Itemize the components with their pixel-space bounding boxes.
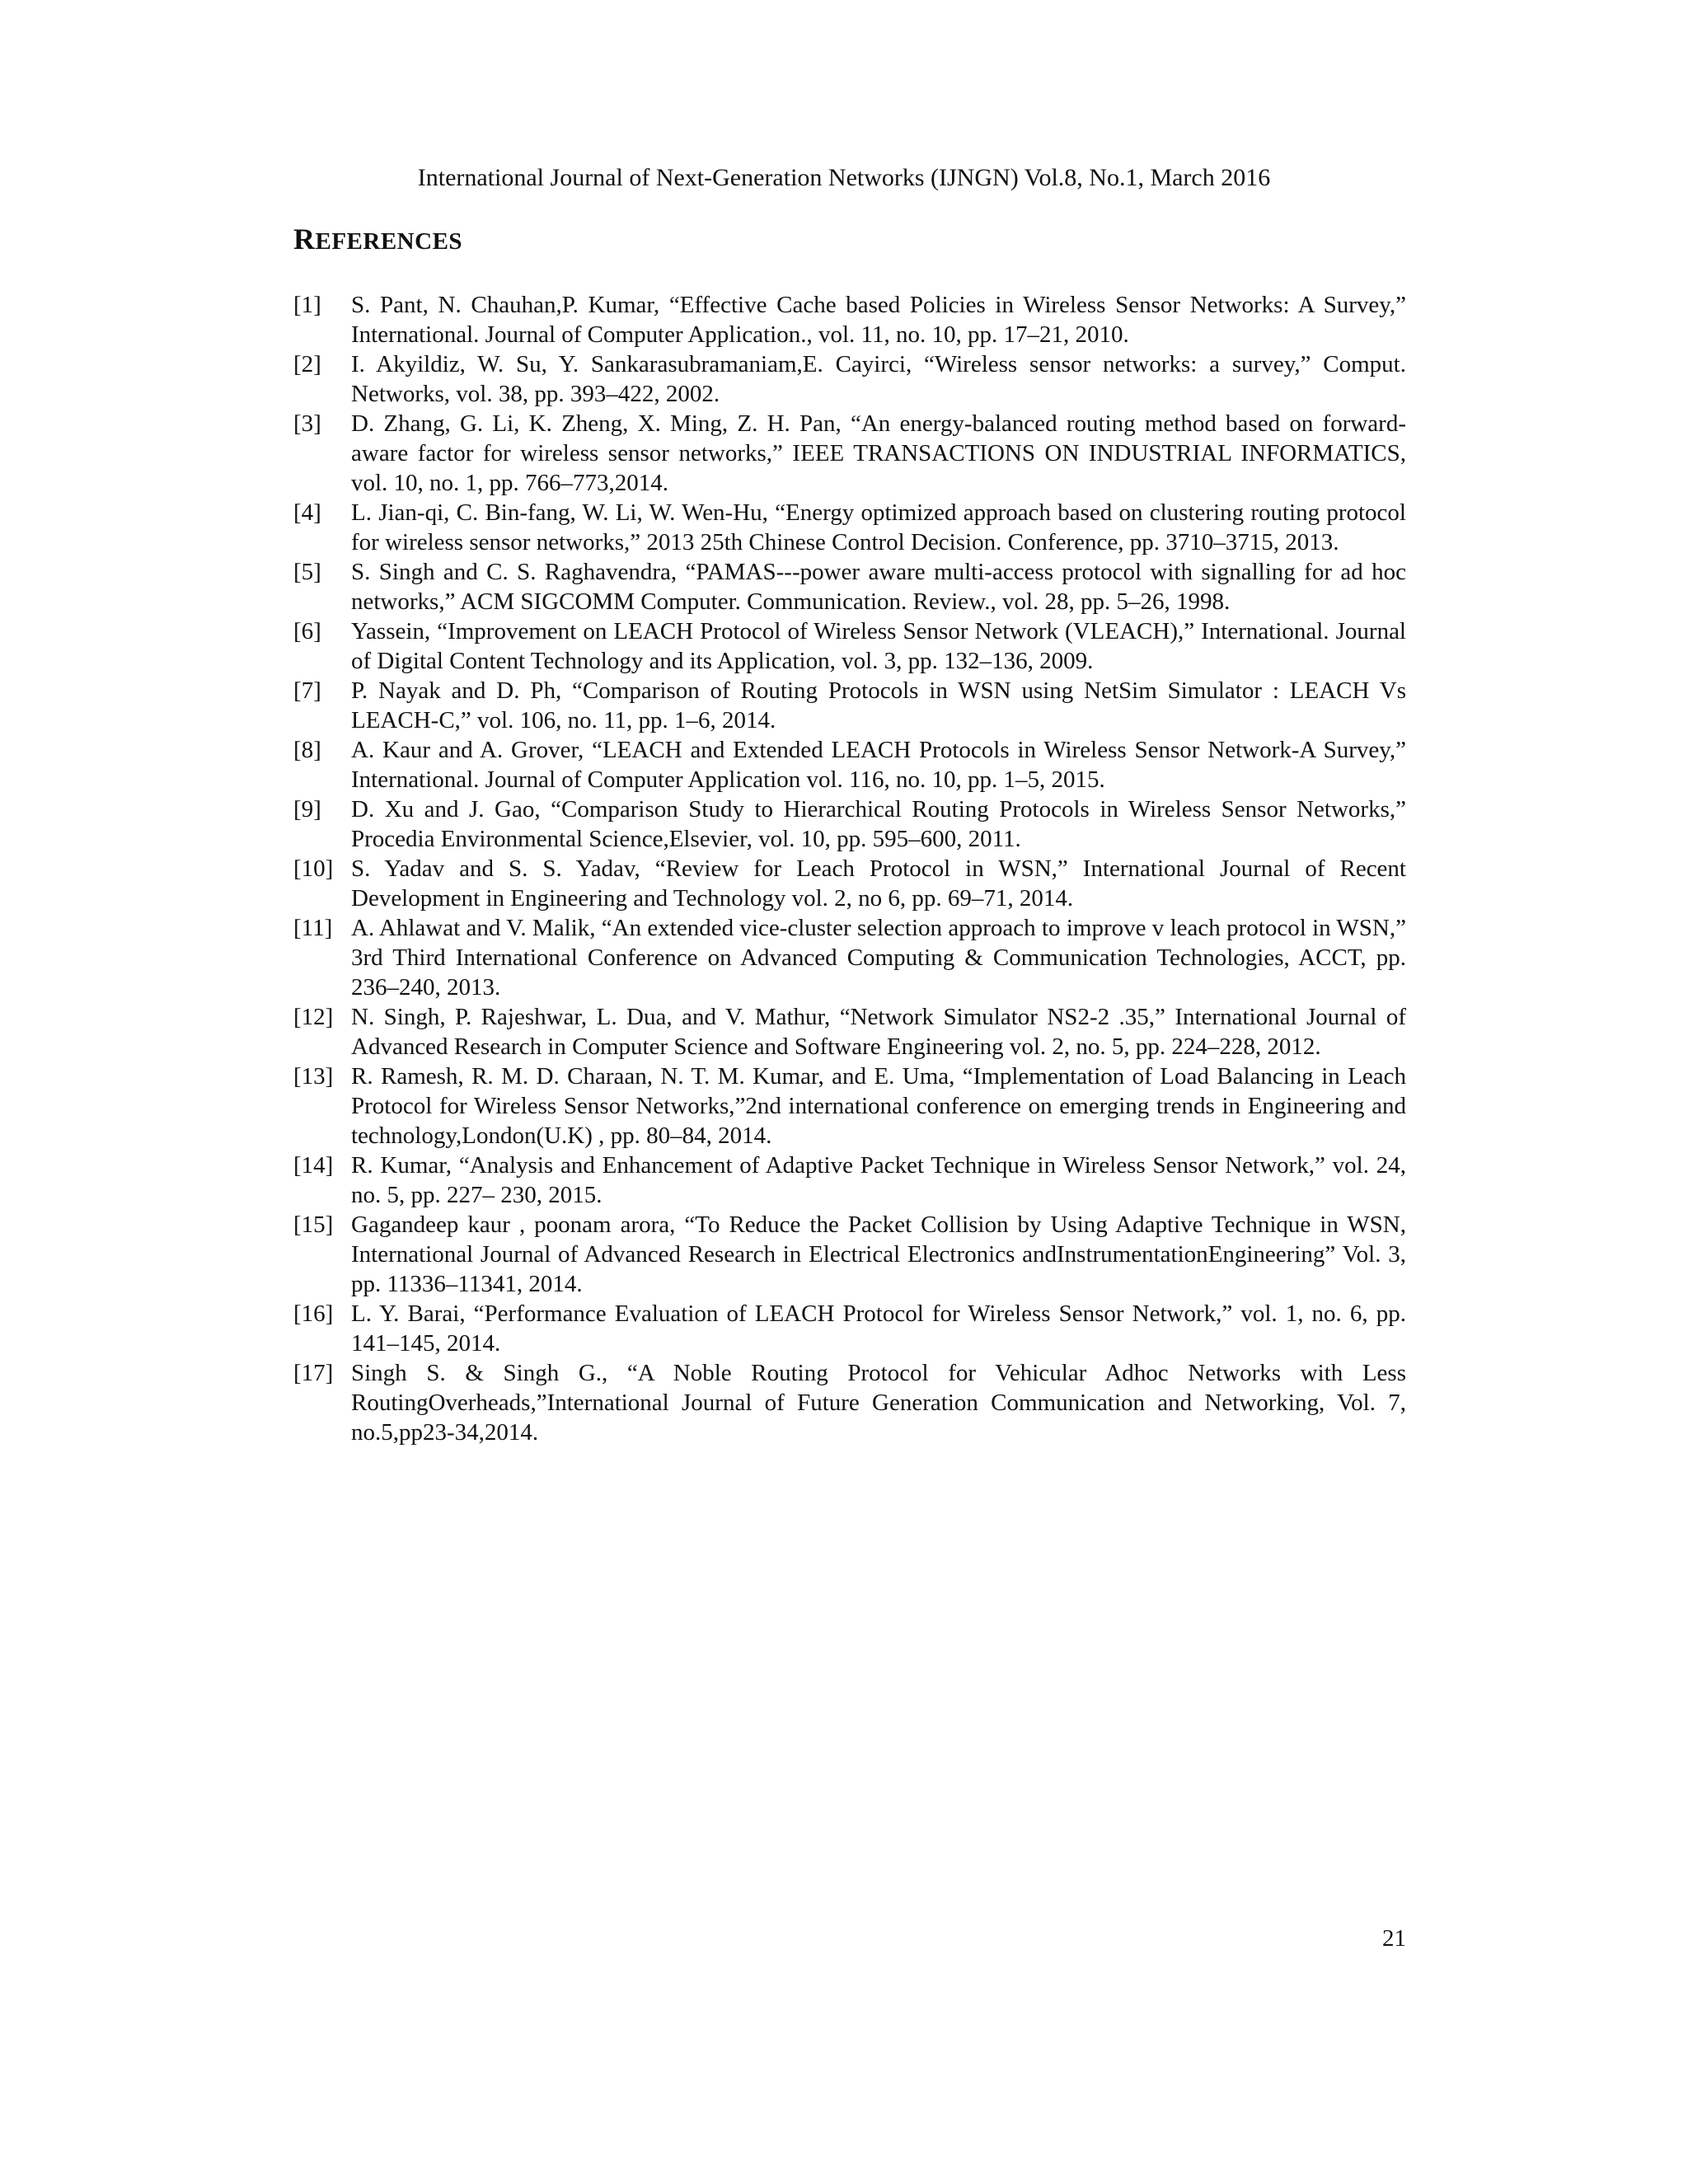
reference-text: D. Xu and J. Gao, “Comparison Study to Hierarchical Routing Protocols in Wireless Sensor Networks,” Procedia Environmental Science,Elsevier, vol. 10, pp. 595–600, 2011. bbox=[351, 796, 1406, 852]
reference-item-3 bbox=[293, 409, 1406, 498]
reference-number: [10] bbox=[293, 855, 334, 882]
reference-list bbox=[293, 290, 1406, 1447]
reference-item-1 bbox=[293, 290, 1406, 349]
reference-number: [13] bbox=[293, 1063, 334, 1090]
reference-text: Singh S. & Singh G., “A Noble Routing Protocol for Vehicular Adhoc Networks with Less RoutingOverheads,”International Journal of Future Generation Communication and Networking, Vol. 7, no.5,pp23-34,2014. bbox=[351, 1360, 1406, 1446]
reference-number: [5] bbox=[293, 559, 321, 585]
reference-number: [9] bbox=[293, 796, 321, 823]
reference-number: [16] bbox=[293, 1301, 334, 1327]
reference-text: A. Kaur and A. Grover, “LEACH and Extended LEACH Protocols in Wireless Sensor Network-A Survey,” International. Journal of Computer Application vol. 116, no. 10, pp. 1–5, 2015. bbox=[351, 737, 1406, 793]
reference-text: R. Kumar, “Analysis and Enhancement of Adaptive Packet Technique in Wireless Sensor Network,” vol. 24, no. 5, pp. 227– 230, 2015. bbox=[351, 1152, 1406, 1208]
reference-number: [2] bbox=[293, 351, 321, 377]
page-number: 21 bbox=[1382, 1925, 1406, 1952]
reference-item-13 bbox=[293, 1062, 1406, 1151]
reference-item-12 bbox=[293, 1002, 1406, 1062]
reference-item-9 bbox=[293, 794, 1406, 854]
reference-text: D. Zhang, G. Li, K. Zheng, X. Ming, Z. H. Pan, “An energy-balanced routing method based on forward-aware factor for wireless sensor networks,” IEEE TRANSACTIONS ON INDUSTRIAL INFORMATICS, vol. 10, no. 1, pp. 766–773,2014. bbox=[351, 410, 1406, 496]
references-heading-initial: R bbox=[293, 223, 316, 255]
reference-item-6 bbox=[293, 616, 1406, 676]
reference-number: [15] bbox=[293, 1212, 334, 1238]
reference-number: [11] bbox=[293, 915, 333, 941]
reference-text: S. Singh and C. S. Raghavendra, “PAMAS---power aware multi-access protocol with signalling for ad hoc networks,” ACM SIGCOMM Computer. Communication. Review., vol. 28, pp. 5–26, 1998. bbox=[351, 559, 1406, 615]
references-heading bbox=[293, 223, 462, 258]
reference-item-10 bbox=[293, 854, 1406, 913]
reference-item-5 bbox=[293, 557, 1406, 616]
reference-number: [17] bbox=[293, 1360, 334, 1386]
reference-item-15 bbox=[293, 1210, 1406, 1299]
reference-text: Gagandeep kaur , poonam arora, “To Reduce the Packet Collision by Using Adaptive Technique in WSN, International Journal of Advanced Research in Electrical Electronics andInstrumentationEngineering” Vol. 3, pp. 11336–11341, 2014. bbox=[351, 1212, 1406, 1297]
journal-running-header: International Journal of Next-Generation Networks (IJNGN) Vol.8, No.1, March 2016 bbox=[417, 164, 1271, 191]
reference-text: L. Y. Barai, “Performance Evaluation of LEACH Protocol for Wireless Sensor Network,” vol. 1, no. 6, pp. 141–145, 2014. bbox=[351, 1301, 1406, 1357]
references-heading-rest: EFERENCES bbox=[315, 228, 463, 255]
reference-number: [7] bbox=[293, 677, 321, 704]
reference-text: N. Singh, P. Rajeshwar, L. Dua, and V. Mathur, “Network Simulator NS2-2 .35,” International Journal of Advanced Research in Computer Science and Software Engineering vol. 2, no. 5, pp. 224–228, 2012. bbox=[351, 1004, 1406, 1060]
reference-text: R. Ramesh, R. M. D. Charaan, N. T. M. Kumar, and E. Uma, “Implementation of Load Balancing in Leach Protocol for Wireless Sensor Networks,”2nd international conference on emerging trends in Engineering and technology,London(U.K) , pp. 80–84, 2014. bbox=[351, 1063, 1406, 1149]
reference-text: P. Nayak and D. Ph, “Comparison of Routing Protocols in WSN using NetSim Simulator : LEACH Vs LEACH-C,” vol. 106, no. 11, pp. 1–6, 2014. bbox=[351, 677, 1406, 733]
reference-item-17 bbox=[293, 1358, 1406, 1447]
reference-item-7 bbox=[293, 676, 1406, 735]
reference-number: [1] bbox=[293, 292, 321, 318]
reference-item-8 bbox=[293, 735, 1406, 794]
reference-number: [14] bbox=[293, 1152, 334, 1179]
reference-text: S. Yadav and S. S. Yadav, “Review for Leach Protocol in WSN,” International Journal of Recent Development in Engineering and Technology vol. 2, no 6, pp. 69–71, 2014. bbox=[351, 855, 1406, 912]
reference-item-11 bbox=[293, 913, 1406, 1002]
reference-text: Yassein, “Improvement on LEACH Protocol of Wireless Sensor Network (VLEACH),” International. Journal of Digital Content Technology and its Application, vol. 3, pp. 132–136, 2009. bbox=[351, 618, 1406, 674]
reference-text: L. Jian-qi, C. Bin-fang, W. Li, W. Wen-Hu, “Energy optimized approach based on clustering routing protocol for wireless sensor networks,” 2013 25th Chinese Control Decision. Conference, pp. 3710–3715, 2013. bbox=[351, 499, 1406, 555]
reference-text: S. Pant, N. Chauhan,P. Kumar, “Effective Cache based Policies in Wireless Sensor Networks: A Survey,” International. Journal of Computer Application., vol. 11, no. 10, pp. 17–21, 2010. bbox=[351, 292, 1406, 348]
reference-number: [12] bbox=[293, 1004, 334, 1030]
reference-number: [3] bbox=[293, 410, 321, 437]
reference-item-14 bbox=[293, 1151, 1406, 1210]
reference-number: [6] bbox=[293, 618, 321, 644]
reference-item-4 bbox=[293, 498, 1406, 557]
reference-text: A. Ahlawat and V. Malik, “An extended vice-cluster selection approach to improve v leach protocol in WSN,” 3rd Third International Conference on Advanced Computing & Communication Technologies, ACCT, pp. 236–240, 2013. bbox=[351, 915, 1406, 1001]
reference-text: I. Akyildiz, W. Su, Y. Sankarasubramaniam,E. Cayirci, “Wireless sensor networks: a survey,” Comput. Networks, vol. 38, pp. 393–422, 2002. bbox=[351, 351, 1406, 407]
reference-item-16 bbox=[293, 1299, 1406, 1358]
reference-number: [4] bbox=[293, 499, 321, 526]
reference-item-2 bbox=[293, 349, 1406, 409]
reference-number: [8] bbox=[293, 737, 321, 763]
